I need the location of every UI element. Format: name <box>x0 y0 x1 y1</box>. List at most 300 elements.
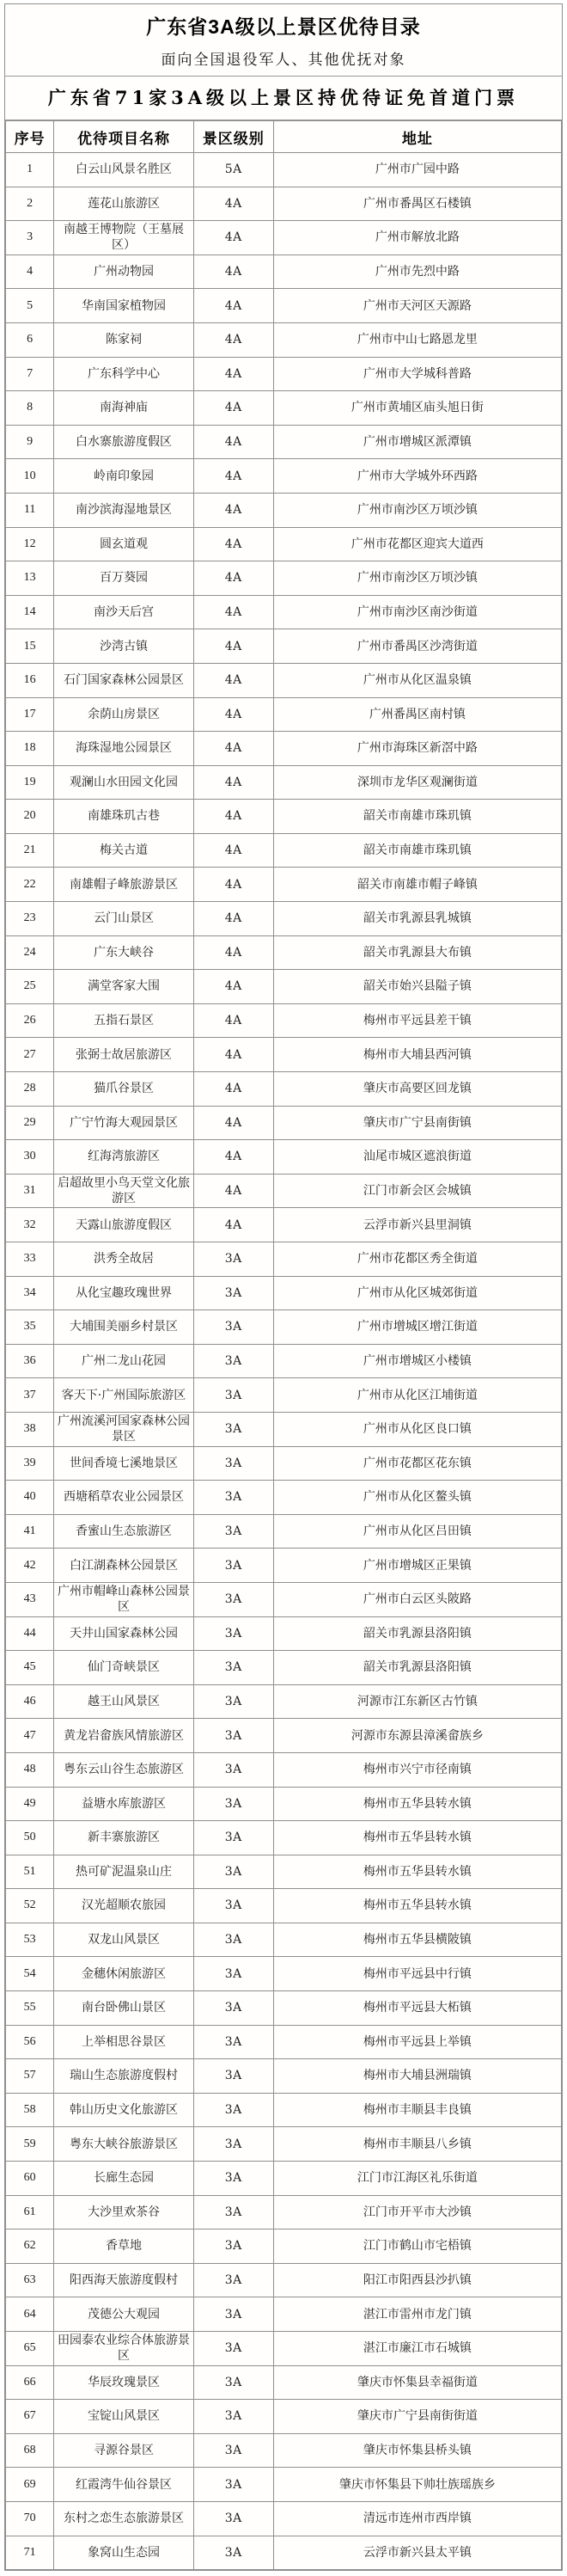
cell-name: 客天下·广州国际旅游区 <box>54 1378 193 1413</box>
cell-address: 梅州市五华县转水镇 <box>273 1787 561 1821</box>
cell-no: 61 <box>6 2195 54 2229</box>
cell-address: 江门市鹤山市宅梧镇 <box>273 2229 561 2264</box>
cell-address: 梅州市丰顺县八乡镇 <box>273 2127 561 2162</box>
cell-level: 3A <box>193 2162 273 2196</box>
table-row <box>6 935 562 970</box>
cell-no: 39 <box>6 1446 54 1481</box>
cell-level: 3A <box>193 1651 273 1685</box>
table-header-row <box>6 121 562 153</box>
table-row <box>6 1242 562 1277</box>
cell-level: 3A <box>193 1412 273 1446</box>
cell-name: 新丰寨旅游区 <box>54 1821 193 1855</box>
cell-name: 大沙里欢茶谷 <box>54 2195 193 2229</box>
cell-level: 4A <box>193 595 273 629</box>
cell-name: 宝锭山风景区 <box>54 2400 193 2434</box>
cell-no: 62 <box>6 2229 54 2264</box>
cell-name: 田园泰农业综合体旅游景区 <box>54 2332 193 2366</box>
column-header-address: 地址 <box>273 121 561 153</box>
cell-address: 广州市增城区增江街道 <box>273 1310 561 1345</box>
table-row <box>6 1651 562 1685</box>
cell-level: 3A <box>193 1481 273 1515</box>
cell-no: 6 <box>6 322 54 357</box>
table-row <box>6 595 562 629</box>
cell-address: 广州市海珠区新滘中路 <box>273 732 561 766</box>
cell-no: 4 <box>6 255 54 289</box>
table-row <box>6 2229 562 2264</box>
cell-no: 40 <box>6 1481 54 1515</box>
cell-name: 华南国家植物园 <box>54 289 193 323</box>
cell-level: 4A <box>193 1072 273 1107</box>
cell-no: 64 <box>6 2297 54 2332</box>
cell-level: 4A <box>193 629 273 664</box>
cell-address: 江门市江海区礼乐街道 <box>273 2162 561 2196</box>
cell-address: 广州番禺区南村镇 <box>273 697 561 732</box>
cell-address: 湛江市雷州市龙门镇 <box>273 2297 561 2332</box>
cell-address: 广州市花都区花东镇 <box>273 1446 561 1481</box>
cell-no: 71 <box>6 2536 54 2570</box>
cell-name: 陈家祠 <box>54 322 193 357</box>
cell-address: 广州市中山七路恩龙里 <box>273 322 561 357</box>
cell-level: 3A <box>193 2025 273 2059</box>
cell-name: 满堂客家大围 <box>54 970 193 1004</box>
cell-level: 4A <box>193 425 273 459</box>
cell-address: 广州市南沙区万顷沙镇 <box>273 493 561 527</box>
cell-level: 3A <box>193 1821 273 1855</box>
cell-level: 3A <box>193 1719 273 1753</box>
cell-no: 49 <box>6 1787 54 1821</box>
cell-name: 洪秀全故居 <box>54 1242 193 1277</box>
page-subtitle: 面向全国退役军人、其他优抚对象 <box>161 52 406 69</box>
cell-name: 云门山景区 <box>54 902 193 936</box>
cell-no: 37 <box>6 1378 54 1413</box>
table-row <box>6 663 562 697</box>
cell-name: 世间香境七溪地景区 <box>54 1446 193 1481</box>
cell-name: 广州二龙山花园 <box>54 1344 193 1378</box>
table-row <box>6 1616 562 1651</box>
section-banner: 广东省71家3A级以上景区持优待证免首道门票 <box>5 77 562 120</box>
cell-name: 仙门奇峡景区 <box>54 1651 193 1685</box>
cell-no: 38 <box>6 1412 54 1446</box>
cell-no: 16 <box>6 663 54 697</box>
cell-address: 肇庆市高要区回龙镇 <box>273 1072 561 1107</box>
cell-level: 4A <box>193 1038 273 1072</box>
cell-level: 3A <box>193 1752 273 1787</box>
table-row <box>6 459 562 494</box>
cell-level: 4A <box>193 357 273 391</box>
cell-level: 3A <box>193 2332 273 2366</box>
cell-address: 梅州市平远县大柘镇 <box>273 1991 561 2026</box>
table-row <box>6 1174 562 1208</box>
table-row <box>6 221 562 255</box>
cell-name: 粤东云山谷生态旅游区 <box>54 1752 193 1787</box>
cell-name: 从化宝趣玫瑰世界 <box>54 1276 193 1310</box>
cell-address: 云浮市新兴县太平镇 <box>273 2536 561 2570</box>
cell-level: 3A <box>193 1378 273 1413</box>
cell-no: 30 <box>6 1140 54 1175</box>
cell-address: 广州市解放北路 <box>273 221 561 255</box>
cell-level: 3A <box>193 1889 273 1923</box>
cell-level: 4A <box>193 663 273 697</box>
cell-no: 13 <box>6 561 54 596</box>
cell-no: 33 <box>6 1242 54 1277</box>
cell-no: 48 <box>6 1752 54 1787</box>
cell-level: 3A <box>193 2433 273 2468</box>
cell-level: 3A <box>193 2501 273 2536</box>
cell-address: 广州市增城区派潭镇 <box>273 425 561 459</box>
cell-level: 3A <box>193 1855 273 1889</box>
cell-address: 韶关市南雄市帽子峰镇 <box>273 868 561 902</box>
cell-no: 5 <box>6 289 54 323</box>
table-body <box>6 153 562 2570</box>
cell-name: 黄龙岩畲族风情旅游区 <box>54 1719 193 1753</box>
table-row <box>6 1549 562 1583</box>
table-row <box>6 2536 562 2570</box>
cell-no: 56 <box>6 2025 54 2059</box>
cell-address: 梅州市五华县转水镇 <box>273 1855 561 1889</box>
cell-name: 广东大峡谷 <box>54 935 193 970</box>
cell-level: 4A <box>193 322 273 357</box>
cell-level: 3A <box>193 1923 273 1957</box>
cell-address: 肇庆市怀集县幸福街道 <box>273 2365 561 2400</box>
table-row <box>6 1481 562 1515</box>
cell-name: 益塘水库旅游区 <box>54 1787 193 1821</box>
cell-name: 南沙滨海湿地景区 <box>54 493 193 527</box>
cell-address: 阳江市阳西县沙扒镇 <box>273 2263 561 2297</box>
table-row <box>6 527 562 561</box>
table-row <box>6 1889 562 1923</box>
cell-name: 寻源谷景区 <box>54 2433 193 2468</box>
table-row <box>6 2195 562 2229</box>
cell-level: 4A <box>193 391 273 426</box>
table-row <box>6 1821 562 1855</box>
table-row <box>6 255 562 289</box>
table-row <box>6 1310 562 1345</box>
cell-address: 广州市从化区良口镇 <box>273 1412 561 1446</box>
cell-level: 3A <box>193 2127 273 2162</box>
cell-no: 3 <box>6 221 54 255</box>
cell-address: 汕尾市城区遮浪街道 <box>273 1140 561 1175</box>
cell-no: 28 <box>6 1072 54 1107</box>
cell-name: 粤东大峡谷旅游景区 <box>54 2127 193 2162</box>
cell-address: 广州市先烈中路 <box>273 255 561 289</box>
cell-level: 3A <box>193 2229 273 2264</box>
table-row <box>6 2433 562 2468</box>
cell-level: 4A <box>193 935 273 970</box>
cell-no: 45 <box>6 1651 54 1685</box>
cell-level: 3A <box>193 1446 273 1481</box>
cell-address: 广州市花都区迎宾大道西 <box>273 527 561 561</box>
cell-address: 广州市白云区头陂路 <box>273 1582 561 1616</box>
cell-level: 4A <box>193 1106 273 1140</box>
cell-address: 梅州市平远县中行镇 <box>273 1957 561 1991</box>
cell-address: 韶关市南雄市珠玑镇 <box>273 800 561 834</box>
cell-no: 50 <box>6 1821 54 1855</box>
cell-no: 41 <box>6 1514 54 1549</box>
cell-level: 3A <box>193 1310 273 1345</box>
cell-name: 东村之恋生态旅游景区 <box>54 2501 193 2536</box>
table-row <box>6 2263 562 2297</box>
cell-name: 广宁竹海大观园景区 <box>54 1106 193 1140</box>
table-row <box>6 2400 562 2434</box>
table-row <box>6 2127 562 2162</box>
cell-name: 南台卧佛山景区 <box>54 1991 193 2026</box>
cell-address: 梅州市平远县上举镇 <box>273 2025 561 2059</box>
table-row <box>6 2365 562 2400</box>
cell-address: 广州市增城区正果镇 <box>273 1549 561 1583</box>
page-title: 广东省3A级以上景区优待目录 <box>146 15 421 38</box>
cell-name: 天露山旅游度假区 <box>54 1208 193 1242</box>
cell-level: 3A <box>193 1957 273 1991</box>
cell-no: 67 <box>6 2400 54 2434</box>
table-row <box>6 1003 562 1038</box>
cell-level: 3A <box>193 1991 273 2026</box>
cell-name: 长廊生态园 <box>54 2162 193 2196</box>
cell-name: 沙湾古镇 <box>54 629 193 664</box>
cell-no: 26 <box>6 1003 54 1038</box>
cell-address: 广州市从化区江埔街道 <box>273 1378 561 1413</box>
cell-no: 32 <box>6 1208 54 1242</box>
cell-address: 广州市花都区秀全街道 <box>273 1242 561 1277</box>
cell-name: 双龙山风景区 <box>54 1923 193 1957</box>
table-row <box>6 1991 562 2026</box>
cell-no: 20 <box>6 800 54 834</box>
cell-no: 31 <box>6 1174 54 1208</box>
table-row <box>6 1855 562 1889</box>
cell-level: 4A <box>193 868 273 902</box>
cell-level: 3A <box>193 2195 273 2229</box>
cell-no: 19 <box>6 765 54 800</box>
table-row <box>6 1582 562 1616</box>
cell-address: 梅州市兴宁市径南镇 <box>273 1752 561 1787</box>
table-row <box>6 1140 562 1175</box>
table-row <box>6 833 562 868</box>
cell-no: 29 <box>6 1106 54 1140</box>
cell-name: 大埔围美丽乡村景区 <box>54 1310 193 1345</box>
cell-name: 香草地 <box>54 2229 193 2264</box>
cell-no: 59 <box>6 2127 54 2162</box>
cell-no: 34 <box>6 1276 54 1310</box>
cell-no: 54 <box>6 1957 54 1991</box>
cell-name: 金穗休闲旅游区 <box>54 1957 193 1991</box>
cell-address: 江门市开平市大沙镇 <box>273 2195 561 2229</box>
cell-address: 梅州市大埔县西河镇 <box>273 1038 561 1072</box>
cell-name: 汉光超顺农旅园 <box>54 1889 193 1923</box>
cell-no: 1 <box>6 153 54 187</box>
cell-no: 44 <box>6 1616 54 1651</box>
cell-name: 启超故里小鸟天堂文化旅游区 <box>54 1174 193 1208</box>
cell-level: 3A <box>193 2400 273 2434</box>
cell-level: 4A <box>193 255 273 289</box>
cell-level: 5A <box>193 153 273 187</box>
table-row <box>6 1106 562 1140</box>
cell-no: 21 <box>6 833 54 868</box>
cell-address: 梅州市五华县转水镇 <box>273 1821 561 1855</box>
cell-no: 51 <box>6 1855 54 1889</box>
cell-address: 韶关市乳源县洛阳镇 <box>273 1651 561 1685</box>
table-row <box>6 2501 562 2536</box>
cell-no: 8 <box>6 391 54 426</box>
cell-address: 韶关市乳源县大布镇 <box>273 935 561 970</box>
cell-address: 广州市从化区温泉镇 <box>273 663 561 697</box>
cell-address: 肇庆市广宁县南街镇 <box>273 1106 561 1140</box>
cell-name: 越王山风景区 <box>54 1684 193 1719</box>
table-row <box>6 2059 562 2094</box>
cell-address: 云浮市新兴县里洞镇 <box>273 1208 561 1242</box>
table-row <box>6 391 562 426</box>
column-header-name: 优待项目名称 <box>54 121 193 153</box>
cell-no: 25 <box>6 970 54 1004</box>
cell-level: 4A <box>193 800 273 834</box>
cell-address: 江门市新会区会城镇 <box>273 1174 561 1208</box>
cell-name: 南越王博物院（王墓展区） <box>54 221 193 255</box>
cell-level: 4A <box>193 459 273 494</box>
cell-name: 广东科学中心 <box>54 357 193 391</box>
cell-address: 韶关市始兴县隘子镇 <box>273 970 561 1004</box>
cell-name: 南雄帽子峰旅游景区 <box>54 868 193 902</box>
cell-address: 肇庆市怀集县桥头镇 <box>273 2433 561 2468</box>
cell-name: 广州动物园 <box>54 255 193 289</box>
cell-name: 猫爪谷景区 <box>54 1072 193 1107</box>
cell-name: 红海湾旅游区 <box>54 1140 193 1175</box>
cell-name: 广州流溪河国家森林公园景区 <box>54 1412 193 1446</box>
cell-level: 3A <box>193 2059 273 2094</box>
cell-level: 3A <box>193 1549 273 1583</box>
column-header-no: 序号 <box>6 121 54 153</box>
cell-name: 红霞湾牛仙谷景区 <box>54 2468 193 2502</box>
table-row <box>6 2093 562 2127</box>
cell-no: 65 <box>6 2332 54 2366</box>
table-row <box>6 1719 562 1753</box>
cell-no: 58 <box>6 2093 54 2127</box>
cell-no: 7 <box>6 357 54 391</box>
cell-level: 3A <box>193 2093 273 2127</box>
cell-level: 4A <box>193 1208 273 1242</box>
cell-name: 张弼士故居旅游区 <box>54 1038 193 1072</box>
cell-no: 11 <box>6 493 54 527</box>
cell-no: 2 <box>6 187 54 221</box>
cell-level: 3A <box>193 1582 273 1616</box>
cell-address: 广州市天河区天源路 <box>273 289 561 323</box>
cell-address: 韶关市南雄市珠玑镇 <box>273 833 561 868</box>
cell-address: 梅州市平远县差干镇 <box>273 1003 561 1038</box>
cell-level: 4A <box>193 732 273 766</box>
document-header <box>5 4 562 77</box>
cell-name: 香蜜山生态旅游区 <box>54 1514 193 1549</box>
table-row <box>6 2332 562 2366</box>
cell-level: 3A <box>193 1684 273 1719</box>
cell-no: 52 <box>6 1889 54 1923</box>
cell-address: 广州市广园中路 <box>273 153 561 187</box>
cell-address: 清远市连州市西岸镇 <box>273 2501 561 2536</box>
cell-name: 莲花山旅游区 <box>54 187 193 221</box>
cell-address: 河源市江东新区古竹镇 <box>273 1684 561 1719</box>
cell-name: 五指石景区 <box>54 1003 193 1038</box>
cell-level: 3A <box>193 1787 273 1821</box>
cell-name: 瑞山生态旅游度假村 <box>54 2059 193 2094</box>
cell-no: 23 <box>6 902 54 936</box>
cell-level: 3A <box>193 2365 273 2400</box>
table-row <box>6 2162 562 2196</box>
cell-no: 66 <box>6 2365 54 2400</box>
cell-name: 观澜山水田园文化园 <box>54 765 193 800</box>
cell-no: 70 <box>6 2501 54 2536</box>
cell-level: 4A <box>193 902 273 936</box>
table-row <box>6 1446 562 1481</box>
cell-no: 47 <box>6 1719 54 1753</box>
table-row <box>6 425 562 459</box>
table-row <box>6 2297 562 2332</box>
cell-level: 4A <box>193 1003 273 1038</box>
cell-no: 14 <box>6 595 54 629</box>
table-row <box>6 629 562 664</box>
cell-name: 海珠湿地公园景区 <box>54 732 193 766</box>
cell-level: 4A <box>193 289 273 323</box>
cell-address: 梅州市大埔县洲瑞镇 <box>273 2059 561 2094</box>
table-row <box>6 2025 562 2059</box>
cell-no: 36 <box>6 1344 54 1378</box>
cell-level: 3A <box>193 1616 273 1651</box>
cell-address: 肇庆市广宁县南街街道 <box>273 2400 561 2434</box>
cell-name: 天井山国家森林公园 <box>54 1616 193 1651</box>
cell-address: 广州市大学城外环西路 <box>273 459 561 494</box>
table-row <box>6 1378 562 1413</box>
table-row <box>6 322 562 357</box>
cell-no: 12 <box>6 527 54 561</box>
cell-address: 梅州市五华县横陂镇 <box>273 1923 561 1957</box>
table-row <box>6 902 562 936</box>
table-row <box>6 1276 562 1310</box>
cell-name: 西塘稻草农业公园景区 <box>54 1481 193 1515</box>
cell-name: 韩山历史文化旅游区 <box>54 2093 193 2127</box>
table-row <box>6 493 562 527</box>
cell-no: 18 <box>6 732 54 766</box>
cell-name: 南海神庙 <box>54 391 193 426</box>
cell-level: 4A <box>193 697 273 732</box>
table-row <box>6 800 562 834</box>
cell-no: 46 <box>6 1684 54 1719</box>
cell-level: 4A <box>193 493 273 527</box>
cell-name: 南雄珠玑古巷 <box>54 800 193 834</box>
cell-name: 百万葵园 <box>54 561 193 596</box>
table-row <box>6 1038 562 1072</box>
table-row <box>6 868 562 902</box>
table-row <box>6 561 562 596</box>
cell-level: 4A <box>193 1174 273 1208</box>
table-row <box>6 765 562 800</box>
cell-name: 石门国家森林公园景区 <box>54 663 193 697</box>
cell-no: 43 <box>6 1582 54 1616</box>
cell-name: 白云山风景名胜区 <box>54 153 193 187</box>
cell-level: 3A <box>193 2468 273 2502</box>
cell-no: 53 <box>6 1923 54 1957</box>
cell-name: 热可矿泥温泉山庄 <box>54 1855 193 1889</box>
cell-address: 广州市番禺区石楼镇 <box>273 187 561 221</box>
cell-name: 岭南印象园 <box>54 459 193 494</box>
cell-address: 梅州市丰顺县丰良镇 <box>273 2093 561 2127</box>
table-header <box>6 121 562 153</box>
table-row <box>6 2468 562 2502</box>
cell-level: 4A <box>193 765 273 800</box>
table-row <box>6 1684 562 1719</box>
scenic-area-directory-document <box>4 3 563 2571</box>
cell-no: 24 <box>6 935 54 970</box>
table-row <box>6 697 562 732</box>
cell-name: 圆玄道观 <box>54 527 193 561</box>
table-row <box>6 1787 562 1821</box>
table-row <box>6 1752 562 1787</box>
cell-name: 象窝山生态园 <box>54 2536 193 2570</box>
table-row <box>6 187 562 221</box>
